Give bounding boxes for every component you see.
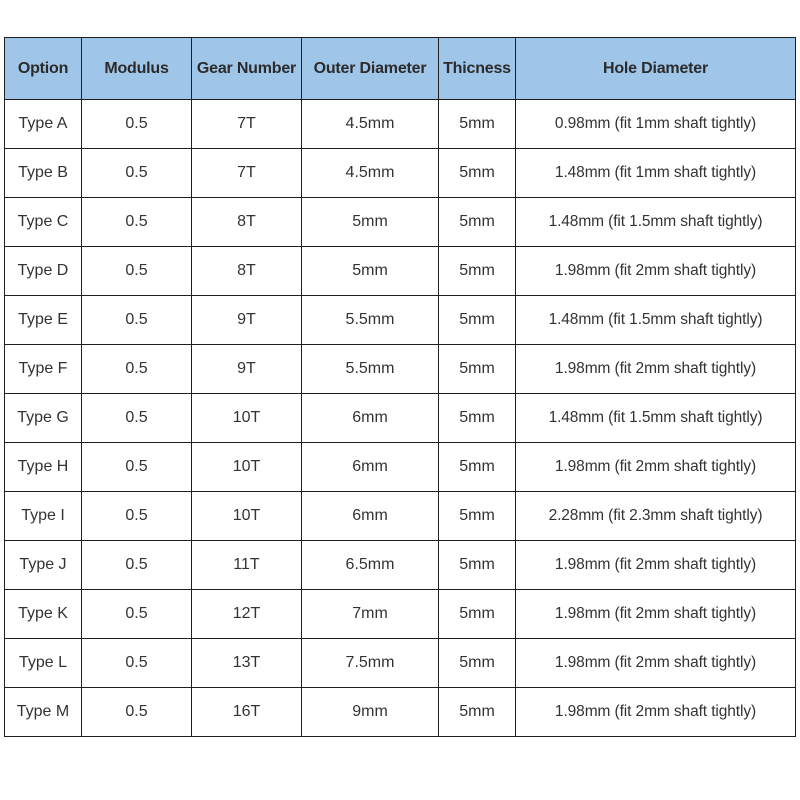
- hole-diameter-cell: 1.48mm (fit 1mm shaft tightly): [516, 149, 796, 198]
- header-hole-diameter: Hole Diameter: [516, 38, 796, 100]
- outer-diameter-cell: 9mm: [302, 688, 439, 737]
- modulus-cell: 0.5: [82, 443, 192, 492]
- table-row: [5, 149, 796, 198]
- gear-number-cell: 16T: [192, 688, 302, 737]
- gear-number-cell: 10T: [192, 443, 302, 492]
- table-row: [5, 541, 796, 590]
- hole-diameter-cell: 1.98mm (fit 2mm shaft tightly): [516, 443, 796, 492]
- gear-number-cell: 7T: [192, 149, 302, 198]
- gear-number-cell: 10T: [192, 394, 302, 443]
- thickness-cell: 5mm: [439, 198, 516, 247]
- table-row: [5, 639, 796, 688]
- modulus-cell: 0.5: [82, 590, 192, 639]
- gear-number-cell: 11T: [192, 541, 302, 590]
- table-row: [5, 443, 796, 492]
- thickness-cell: 5mm: [439, 590, 516, 639]
- outer-diameter-cell: 6mm: [302, 394, 439, 443]
- modulus-cell: 0.5: [82, 639, 192, 688]
- thickness-cell: 5mm: [439, 149, 516, 198]
- option-cell: Type B: [5, 149, 82, 198]
- outer-diameter-cell: 6.5mm: [302, 541, 439, 590]
- table-row: [5, 590, 796, 639]
- outer-diameter-cell: 5.5mm: [302, 296, 439, 345]
- hole-diameter-cell: 1.48mm (fit 1.5mm shaft tightly): [516, 394, 796, 443]
- modulus-cell: 0.5: [82, 296, 192, 345]
- table-row: [5, 492, 796, 541]
- thickness-cell: 5mm: [439, 345, 516, 394]
- thickness-cell: 5mm: [439, 688, 516, 737]
- table-body: [5, 100, 796, 737]
- thickness-cell: 5mm: [439, 541, 516, 590]
- header-option: Option: [5, 38, 82, 100]
- option-cell: Type F: [5, 345, 82, 394]
- option-cell: Type L: [5, 639, 82, 688]
- outer-diameter-cell: 7.5mm: [302, 639, 439, 688]
- gear-number-cell: 8T: [192, 198, 302, 247]
- header-row: [5, 38, 796, 100]
- table-header: [5, 38, 796, 100]
- option-cell: Type D: [5, 247, 82, 296]
- modulus-cell: 0.5: [82, 198, 192, 247]
- table-row: [5, 247, 796, 296]
- option-cell: Type J: [5, 541, 82, 590]
- gear-number-cell: 12T: [192, 590, 302, 639]
- modulus-cell: 0.5: [82, 394, 192, 443]
- modulus-cell: 0.5: [82, 149, 192, 198]
- header-outer-diameter: Outer Diameter: [302, 38, 439, 100]
- gear-number-cell: 13T: [192, 639, 302, 688]
- outer-diameter-cell: 4.5mm: [302, 149, 439, 198]
- hole-diameter-cell: 1.48mm (fit 1.5mm shaft tightly): [516, 296, 796, 345]
- thickness-cell: 5mm: [439, 100, 516, 149]
- outer-diameter-cell: 6mm: [302, 443, 439, 492]
- option-cell: Type K: [5, 590, 82, 639]
- gear-number-cell: 8T: [192, 247, 302, 296]
- modulus-cell: 0.5: [82, 247, 192, 296]
- outer-diameter-cell: 4.5mm: [302, 100, 439, 149]
- hole-diameter-cell: 1.98mm (fit 2mm shaft tightly): [516, 345, 796, 394]
- modulus-cell: 0.5: [82, 345, 192, 394]
- hole-diameter-cell: 1.48mm (fit 1.5mm shaft tightly): [516, 198, 796, 247]
- option-cell: Type E: [5, 296, 82, 345]
- gear-number-cell: 7T: [192, 100, 302, 149]
- outer-diameter-cell: 5mm: [302, 247, 439, 296]
- outer-diameter-cell: 7mm: [302, 590, 439, 639]
- outer-diameter-cell: 6mm: [302, 492, 439, 541]
- table-row: [5, 198, 796, 247]
- header-modulus: Modulus: [82, 38, 192, 100]
- thickness-cell: 5mm: [439, 492, 516, 541]
- gear-number-cell: 10T: [192, 492, 302, 541]
- option-cell: Type I: [5, 492, 82, 541]
- header-gear-number: Gear Number: [192, 38, 302, 100]
- option-cell: Type A: [5, 100, 82, 149]
- modulus-cell: 0.5: [82, 492, 192, 541]
- gear-number-cell: 9T: [192, 345, 302, 394]
- table-row: [5, 345, 796, 394]
- hole-diameter-cell: 1.98mm (fit 2mm shaft tightly): [516, 541, 796, 590]
- thickness-cell: 5mm: [439, 247, 516, 296]
- thickness-cell: 5mm: [439, 443, 516, 492]
- hole-diameter-cell: 0.98mm (fit 1mm shaft tightly): [516, 100, 796, 149]
- option-cell: Type H: [5, 443, 82, 492]
- table-row: [5, 394, 796, 443]
- thickness-cell: 5mm: [439, 639, 516, 688]
- table-row: [5, 688, 796, 737]
- table-row: [5, 296, 796, 345]
- thickness-cell: 5mm: [439, 394, 516, 443]
- option-cell: Type C: [5, 198, 82, 247]
- gear-number-cell: 9T: [192, 296, 302, 345]
- hole-diameter-cell: 1.98mm (fit 2mm shaft tightly): [516, 247, 796, 296]
- hole-diameter-cell: 1.98mm (fit 2mm shaft tightly): [516, 639, 796, 688]
- outer-diameter-cell: 5mm: [302, 198, 439, 247]
- outer-diameter-cell: 5.5mm: [302, 345, 439, 394]
- hole-diameter-cell: 2.28mm (fit 2.3mm shaft tightly): [516, 492, 796, 541]
- option-cell: Type G: [5, 394, 82, 443]
- hole-diameter-cell: 1.98mm (fit 2mm shaft tightly): [516, 688, 796, 737]
- hole-diameter-cell: 1.98mm (fit 2mm shaft tightly): [516, 590, 796, 639]
- modulus-cell: 0.5: [82, 688, 192, 737]
- thickness-cell: 5mm: [439, 296, 516, 345]
- gear-spec-table: [4, 37, 796, 737]
- modulus-cell: 0.5: [82, 541, 192, 590]
- modulus-cell: 0.5: [82, 100, 192, 149]
- table-row: [5, 100, 796, 149]
- option-cell: Type M: [5, 688, 82, 737]
- header-thickness: Thicness: [439, 38, 516, 100]
